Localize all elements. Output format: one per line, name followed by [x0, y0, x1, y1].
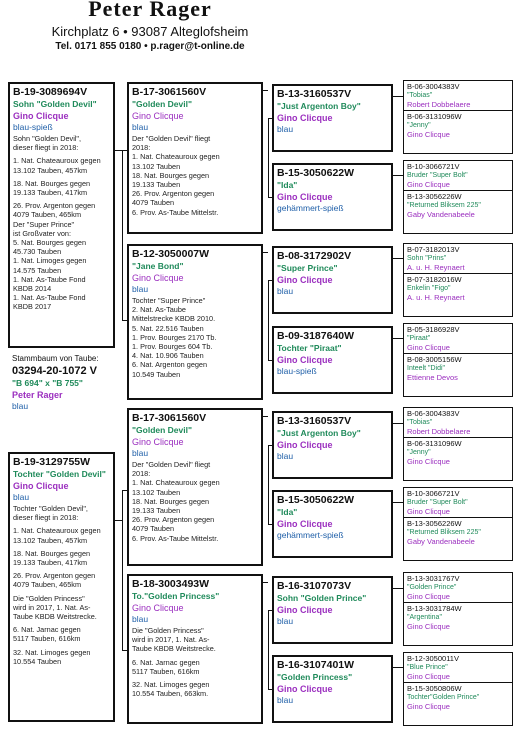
dam-color: blau [13, 492, 30, 502]
grandparent-color: blau [132, 284, 149, 294]
note-line: 19.133 Tauben, 417km [13, 558, 88, 568]
connector-line [268, 610, 269, 689]
great-grandparent-box [272, 490, 393, 558]
gggp-title: "Blue Prince" [407, 664, 448, 671]
subject-color: blau [12, 401, 29, 411]
note-line: 13.102 Tauben, 457km [13, 165, 88, 175]
gggp-ring: B-10-3066721V [407, 489, 460, 498]
gggp-title: "Jenny" [407, 122, 431, 129]
gggp-breeder: A. u. H. Reynaert [407, 263, 465, 272]
note-line: 6. Prov. As-Taube Mittelstr. [132, 207, 219, 217]
grandparent-notes [132, 296, 258, 379]
note-line: 1. Nat. Chateauroux gegen [13, 156, 101, 166]
sire-color: blau-spieß [13, 122, 53, 132]
gggp-title: Sohn "Prins" [407, 255, 447, 262]
connector-line [263, 90, 268, 91]
grandparent-notes [132, 626, 258, 698]
note-line: 10.554 Tauben, 663km. [132, 689, 209, 699]
note-line: 10.549 Tauben [132, 369, 181, 379]
connector-line [122, 150, 123, 320]
note-line: 4079 Tauben [132, 198, 175, 208]
great-grandparent-title: Tochter "Piraat" [277, 343, 342, 353]
great-grandparent-breeder: Gino Clicque [277, 113, 333, 123]
gggp-title: "Returned Bliksem 225" [407, 529, 481, 536]
connector-line [122, 490, 123, 650]
sire-notes [13, 134, 110, 312]
great-grandparent-ring: B-08-3172902V [277, 250, 352, 262]
grandparent-breeder: Gino Clicque [132, 603, 184, 613]
gggp-title: "Tobias" [407, 92, 433, 99]
connector-line [268, 280, 269, 360]
dam-box [8, 452, 115, 722]
great-grandparent-ring: B-16-3107401W [277, 659, 355, 671]
note-line: 19.133 Tauben, 417km [13, 188, 88, 198]
pair-divider [404, 437, 512, 438]
great-great-grandparents-pair [403, 80, 513, 154]
gggp-ring: B-06-3004383V [407, 409, 460, 418]
grandparent-ring: B-17-3061560V [132, 86, 207, 98]
note-line: 2018: [132, 143, 151, 153]
grandparent-ring: B-12-3050007W [132, 248, 210, 260]
sire-box [8, 82, 115, 348]
great-grandparent-breeder: Gino Clicque [277, 440, 333, 450]
great-grandparent-color: blau [277, 286, 294, 296]
gggp-breeder: Ettienne Devos [407, 373, 458, 382]
connector-line [393, 96, 403, 97]
note-line: wird in 2017, 1. Nat. As- [13, 602, 91, 612]
note-line: 13.102 Tauben [132, 161, 181, 171]
gggp-ring: B-15-3050806W [407, 684, 462, 693]
grandparent-title: To."Golden Princess" [132, 591, 220, 601]
note-line: 2018: [132, 469, 151, 479]
note-line: dieser fliegt in 2018: [13, 513, 79, 523]
note-line: 18. Nat. Bourges gegen [13, 178, 91, 188]
great-grandparent-box [272, 326, 393, 394]
great-grandparent-breeder: Gino Clicque [277, 684, 333, 694]
grandparent-breeder: Gino Clicque [132, 273, 184, 283]
note-line: 26. Prov. Argenton gegen [132, 189, 215, 199]
gggp-ring: B-05-3186928V [407, 325, 460, 334]
note-line: Die "Golden Princess" [13, 593, 85, 603]
great-grandparent-ring: B-15-3050622W [277, 494, 355, 506]
grandparent-title: "Golden Devil" [132, 425, 193, 435]
connector-line [393, 502, 403, 503]
gggp-title: Tochter"Golden Prince" [407, 694, 480, 701]
sire-breeder: Gino Clicque [13, 111, 69, 121]
great-grandparent-title: "Ida" [277, 180, 298, 190]
gggp-ring: B-13-3031784W [407, 604, 462, 613]
grandparent-box [127, 82, 263, 234]
note-line: KBDB 2014 [13, 284, 52, 294]
gggp-ring: B-13-3056226W [407, 519, 462, 528]
subject-breeder: Peter Rager [12, 390, 63, 400]
connector-line [263, 252, 268, 253]
note-line: 5117 Tauben, 616km [13, 634, 81, 644]
note-line: 1. Prov. Bourges 2170 Tb. [132, 332, 217, 342]
great-grandparent-color: blau [277, 124, 294, 134]
great-grandparent-box [272, 163, 393, 231]
dam-breeder: Gino Clicque [13, 481, 69, 491]
great-grandparent-box [272, 655, 393, 723]
great-great-grandparents-pair [403, 572, 513, 646]
gggp-ring: B-12-3050011V [407, 654, 459, 663]
gggp-breeder: Robert Dobbelaere [407, 427, 471, 436]
gggp-breeder: Gino Clicque [407, 457, 450, 466]
note-line: 4079 Tauben [132, 524, 175, 534]
gggp-ring: B-08-3005156W [407, 355, 462, 364]
note-line: 1. Nat. Chateauroux gegen [132, 152, 220, 162]
gggp-breeder: Gino Clicque [407, 130, 450, 139]
grandparent-color: blau [132, 122, 149, 132]
gggp-breeder: A. u. H. Reynaert [407, 293, 465, 302]
note-line: 18. Nat. Bourges gegen [13, 548, 91, 558]
note-line: 26. Prov. Argenton gegen [13, 201, 96, 211]
pair-divider [404, 273, 512, 274]
grandparent-breeder: Gino Clicque [132, 111, 184, 121]
dam-notes [13, 504, 110, 666]
great-grandparent-color: gehämmert-spieß [277, 530, 344, 540]
gggp-breeder: Gino Clicque [407, 672, 450, 681]
sire-title: Sohn "Golden Devil" [13, 99, 97, 109]
great-grandparent-ring: B-13-3160537V [277, 88, 352, 100]
pair-divider [404, 517, 512, 518]
note-line: 6. Nat. Jarnac gegen [132, 657, 200, 667]
note-line: 6. Nat. Argenton gegen [132, 360, 208, 370]
gggp-breeder: Gino Clicque [407, 592, 450, 601]
great-grandparent-box [272, 84, 393, 152]
gggp-breeder: Gaby Vandenabeele [407, 210, 475, 219]
connector-line [115, 520, 122, 521]
note-line: Tochter "Golden Devil", [13, 504, 88, 513]
great-grandparent-ring: B-16-3107073V [277, 580, 352, 592]
note-line: Der "Golden Devil" fliegt [132, 460, 211, 469]
gggp-breeder: Gino Clicque [407, 622, 450, 631]
gggp-ring: B-10-3066721V [407, 162, 460, 171]
note-line: 4079 Tauben, 465km [13, 580, 82, 590]
great-grandparent-breeder: Gino Clicque [277, 275, 333, 285]
grandparent-box [127, 244, 263, 400]
great-grandparent-breeder: Gino Clicque [277, 355, 333, 365]
great-grandparent-box [272, 246, 393, 314]
connector-line [393, 338, 403, 339]
great-great-grandparents-pair [403, 487, 513, 561]
connector-line [393, 423, 403, 424]
note-line: Taube KBDB Weitstrecke. [132, 644, 216, 654]
note-line: 26. Prov. Argenton gegen [13, 571, 96, 581]
note-line: 14.575 Tauben [13, 265, 62, 275]
dam-ring: B-19-3129755W [13, 456, 91, 468]
note-line: 4. Nat. 10.906 Tauben [132, 351, 204, 361]
great-grandparent-title: "Just Argenton Boy" [277, 101, 361, 111]
gggp-ring: B-13-3031767V [407, 574, 460, 583]
grandparent-ring: B-18-3003493W [132, 578, 210, 590]
note-line: 1. Nat. As-Taube Fond [13, 274, 86, 284]
gggp-ring: B-06-3004383V [407, 82, 460, 91]
great-great-grandparents-pair [403, 323, 513, 397]
note-line: Mittelstrecke KBDB 2010. [132, 314, 216, 324]
connector-line [393, 175, 403, 176]
note-line: 2. Nat. As-Taube [132, 305, 186, 315]
note-line: 19.133 Tauben [132, 180, 181, 190]
note-line: 13.102 Tauben, 457km [13, 535, 88, 545]
sire-ring: B-19-3089694V [13, 86, 88, 98]
great-grandparent-ring: B-09-3187640W [277, 330, 355, 342]
grandparent-box [127, 408, 263, 566]
subject-label: Stammbaum von Taube: [12, 354, 99, 363]
great-grandparent-breeder: Gino Clicque [277, 192, 333, 202]
gggp-title: "Returned Bliksem 225" [407, 202, 481, 209]
note-line: Sohn "Golden Devil", [13, 134, 82, 143]
breeder-address: Kirchplatz 6 • 93087 Alteglofsheim [51, 24, 249, 39]
grandparent-title: "Jane Bond" [132, 261, 184, 271]
gggp-ring: B-07-3182013V [407, 245, 460, 254]
dam-title: Tochter "Golden Devil" [13, 469, 106, 479]
note-line: 5117 Tauben, 616km [132, 666, 200, 676]
great-grandparent-breeder: Gino Clicque [277, 519, 333, 529]
gggp-title: "Golden Prince" [407, 584, 457, 591]
note-line: 5. Nat. 22.516 Tauben [132, 323, 204, 333]
great-great-grandparents-pair [403, 407, 513, 481]
connector-line [393, 667, 403, 668]
gggp-title: Bruder "Super Bolt" [407, 172, 468, 179]
pair-divider [404, 110, 512, 111]
great-grandparent-box [272, 576, 393, 644]
note-line: 45.730 Tauben [13, 247, 62, 257]
great-great-grandparents-pair [403, 160, 513, 234]
note-line: 4079 Tauben, 465km [13, 210, 82, 220]
connector-line [268, 445, 269, 524]
note-line: 1. Nat. Chateauroux gegen [13, 526, 101, 536]
pair-divider [404, 602, 512, 603]
great-grandparent-title: "Just Argenton Boy" [277, 428, 361, 438]
great-grandparent-title: Sohn "Golden Prince" [277, 593, 367, 603]
gggp-title: Bruder "Super Bolt" [407, 499, 468, 506]
great-grandparent-color: blau [277, 695, 294, 705]
great-grandparent-title: "Golden Princess" [277, 672, 353, 682]
great-grandparent-color: blau [277, 616, 294, 626]
note-line: Tochter "Super Prince" [132, 296, 206, 305]
great-grandparent-title: "Super Prince" [277, 263, 338, 273]
great-grandparent-color: blau-spieß [277, 366, 317, 376]
note-line: 13.102 Tauben [132, 487, 181, 497]
note-line: Der "Golden Devil" fliegt [132, 134, 211, 143]
gggp-ring: B-06-3131096W [407, 439, 462, 448]
great-grandparent-box [272, 411, 393, 479]
note-line: 10.554 Tauben [13, 656, 62, 666]
note-line: ist Großvater von: [13, 228, 71, 238]
great-grandparent-color: gehämmert-spieß [277, 203, 344, 213]
note-line: Die "Golden Princess" [132, 626, 204, 635]
gggp-ring: B-06-3131096W [407, 112, 462, 121]
gggp-breeder: Gino Clicque [407, 507, 450, 516]
connector-line [393, 588, 403, 589]
note-line: dieser fliegt in 2018: [13, 143, 79, 153]
note-line: 6. Nat. Jarnac gegen [13, 625, 81, 635]
grandparent-notes [132, 460, 258, 543]
grandparent-notes [132, 134, 258, 217]
note-line: 26. Prov. Argenton gegen [132, 515, 215, 525]
gggp-ring: B-07-3182016W [407, 275, 462, 284]
connector-line [268, 118, 269, 197]
gggp-title: "Jenny" [407, 449, 431, 456]
connector-line [115, 150, 122, 151]
great-grandparent-breeder: Gino Clicque [277, 605, 333, 615]
gggp-ring: B-13-3056226W [407, 192, 462, 201]
note-line: Taube KBDB Weitstrecke. [13, 612, 97, 622]
connector-line [263, 416, 268, 417]
breeder-contact: Tel. 0171 855 0180 • p.rager@t-online.de [55, 41, 245, 52]
grandparent-box [127, 574, 263, 724]
note-line: 1. Nat. Limoges gegen [13, 256, 87, 266]
note-line: wird in 2017, 1. Nat. As- [132, 635, 210, 645]
great-great-grandparents-pair [403, 243, 513, 317]
grandparent-color: blau [132, 614, 149, 624]
note-line: 19.133 Tauben [132, 506, 181, 516]
gggp-breeder: Robert Dobbelaere [407, 100, 471, 109]
note-line: 5. Nat. Bourges gegen [13, 238, 87, 248]
note-line: 6. Prov. As-Taube Mittelstr. [132, 533, 219, 543]
gggp-title: Inteelt "Didi" [407, 365, 446, 372]
great-grandparent-color: blau [277, 451, 294, 461]
gggp-breeder: Gino Clicque [407, 343, 450, 352]
subject-parents: "B 694" x "B 755" [12, 378, 83, 388]
note-line: 32. Nat. Limoges gegen [13, 647, 91, 657]
note-line: 18. Nat. Bourges gegen [132, 170, 210, 180]
gggp-title: Enkelin "Figo" [407, 285, 451, 292]
pair-divider [404, 353, 512, 354]
gggp-breeder: Gino Clicque [407, 180, 450, 189]
great-great-grandparents-pair [403, 652, 513, 726]
note-line: 18. Nat. Bourges gegen [132, 496, 210, 506]
pair-divider [404, 682, 512, 683]
note-line: 1. Nat. As-Taube Fond [13, 293, 86, 303]
gggp-title: "Argentina" [407, 614, 442, 621]
grandparent-title: "Golden Devil" [132, 99, 193, 109]
note-line: 32. Nat. Limoges gegen [132, 680, 210, 690]
great-grandparent-ring: B-13-3160537V [277, 415, 352, 427]
pair-divider [404, 190, 512, 191]
gggp-title: "Piraat" [407, 335, 431, 342]
grandparent-breeder: Gino Clicque [132, 437, 184, 447]
grandparent-ring: B-17-3061560V [132, 412, 207, 424]
subject-ring: 03294-20-1072 V [12, 365, 98, 377]
connector-line [393, 258, 403, 259]
great-grandparent-title: "Ida" [277, 507, 298, 517]
note-line: KBDB 2017 [13, 302, 52, 312]
gggp-title: "Tobias" [407, 419, 433, 426]
subject-pigeon [12, 354, 122, 412]
gggp-breeder: Gino Clicque [407, 702, 450, 711]
note-line: 1. Prov. Bourges 604 Tb. [132, 342, 213, 352]
gggp-breeder: Gaby Vandenabeele [407, 537, 475, 546]
note-line: 1. Nat. Chateauroux gegen [132, 478, 220, 488]
great-grandparent-ring: B-15-3050622W [277, 167, 355, 179]
note-line: Der "Super Prince" [13, 219, 75, 229]
grandparent-color: blau [132, 448, 149, 458]
breeder-name-title: Peter Rager [88, 0, 212, 21]
connector-line [263, 582, 268, 583]
